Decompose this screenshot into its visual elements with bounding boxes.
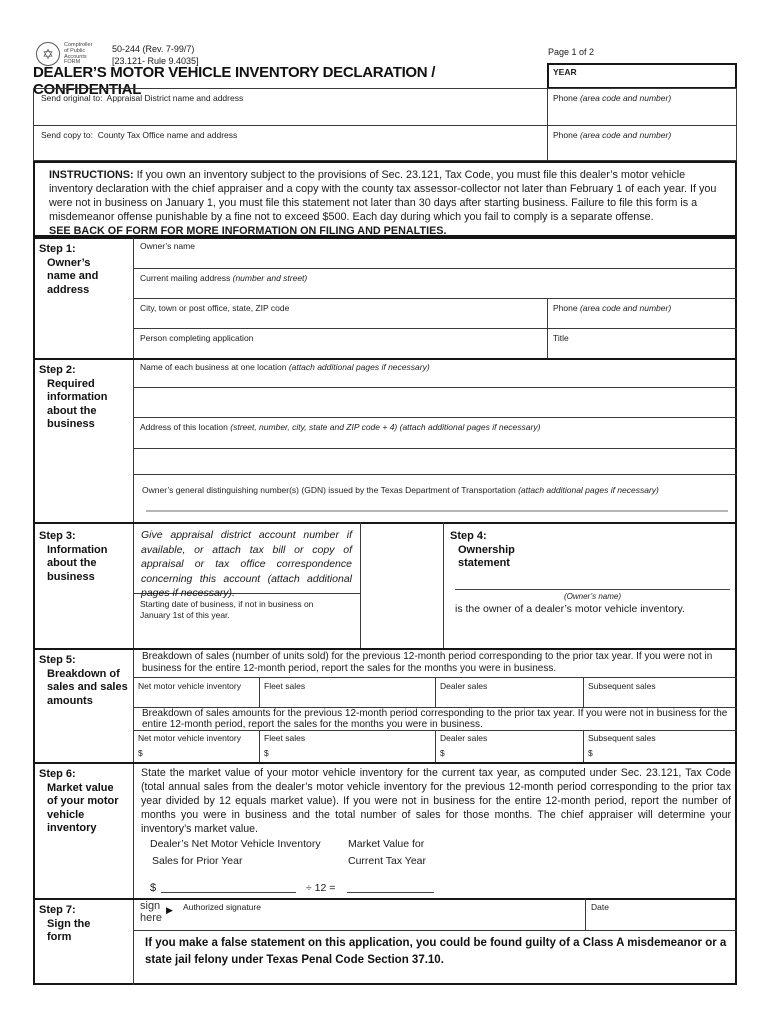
- step7-number: Step 7:: [39, 904, 76, 916]
- market-value-label-1: Market Value for: [348, 838, 425, 850]
- owner-name-signature-line[interactable]: [455, 589, 730, 590]
- divider: [33, 125, 737, 126]
- ownership-statement: is the owner of a dealer’s motor vehicle inventory.: [455, 603, 685, 615]
- step-divider: [33, 522, 737, 524]
- form-title: DEALER’S MOTOR VEHICLE INVENTORY DECLARATION / CONFIDENTIAL: [33, 64, 436, 98]
- market-value-label-2: Current Tax Year: [348, 855, 427, 867]
- account-number-field[interactable]: [141, 528, 352, 601]
- instructions-lead: INSTRUCTIONS:: [49, 169, 134, 181]
- business-name-label: Name of each business at one location: [140, 362, 289, 372]
- divider: [547, 88, 548, 161]
- step6-number: Step 6:: [39, 768, 76, 780]
- mailing-address-label: Current mailing address: [140, 273, 233, 283]
- step2-name: Required information about the business: [47, 377, 108, 430]
- instructions-block: [33, 161, 737, 237]
- step4-label: [450, 530, 538, 571]
- step-label-column-divider: [133, 237, 134, 985]
- net-sales-label-2: Sales for Prior Year: [152, 855, 243, 867]
- phone-hint: (area code and number): [579, 303, 672, 313]
- divider: [133, 930, 737, 931]
- phone-hint: (area code and number): [579, 93, 672, 103]
- agency-line: Accounts: [64, 53, 87, 60]
- market-value-line[interactable]: [347, 892, 434, 893]
- authorized-signature-field[interactable]: [183, 902, 261, 912]
- business-name-field[interactable]: [140, 362, 430, 372]
- units-heading: Breakdown of sales (number of units sold) for the previous 12-month period corresponding to the prior tax year. If you were not in business for the entire 12-month period, report the sales for the months you were in business.: [142, 651, 713, 674]
- city-state-zip-label: City, town or post office, state, ZIP code: [140, 303, 290, 313]
- form-number: 50-244 (Rev. 7-99/7): [112, 44, 195, 54]
- sign-here-callout: [140, 901, 162, 924]
- person-completing-label: Person completing application: [140, 333, 254, 343]
- location-address-label: Address of this location: [140, 422, 231, 432]
- step5-number: Step 5:: [39, 654, 76, 666]
- step-divider: [33, 762, 737, 764]
- units-net-inventory-field[interactable]: [138, 681, 241, 691]
- column-label: Dealer sales: [440, 733, 488, 743]
- date-label: Date: [591, 902, 609, 912]
- false-statement-warning: If you make a false statement on this application, you could be found guilty of a Class A misdemeanor or a state jail felony under Texas Penal Code Section 37.10.: [145, 937, 727, 966]
- gdn-field[interactable]: [142, 485, 728, 495]
- date-field[interactable]: [591, 902, 609, 912]
- step-divider: [33, 898, 737, 900]
- phone-hint: (area code and number): [579, 130, 672, 140]
- rule-number: [23.121- Rule 9.4035]: [112, 55, 199, 66]
- authorized-signature-label: Authorized signature: [183, 902, 261, 912]
- divider: [133, 417, 737, 418]
- dollar-sign: $: [440, 748, 445, 758]
- divider: [360, 522, 361, 648]
- divider: [133, 298, 737, 299]
- send-copy-field[interactable]: [41, 130, 237, 140]
- units-subsequent-sales-field[interactable]: [588, 681, 656, 691]
- divider: [133, 387, 737, 388]
- step4-number: Step 4:: [450, 530, 487, 542]
- send-original-label: Send original to: Appraisal District name and address: [41, 93, 244, 103]
- divider: [259, 730, 260, 762]
- instructions-text: [35, 163, 735, 238]
- location-address-field[interactable]: [140, 422, 540, 432]
- send-original-field[interactable]: [41, 93, 243, 103]
- sign-here-arrow-icon: ▶: [166, 905, 173, 915]
- amounts-dealer-sales-field[interactable]: [440, 733, 487, 743]
- amounts-fleet-sales-field[interactable]: [264, 733, 305, 743]
- divide-by-12: ÷ 12 =: [306, 882, 336, 894]
- step6-label: [39, 768, 135, 836]
- step5-label: [39, 654, 135, 708]
- gdn-write-line[interactable]: [146, 510, 728, 512]
- instructions-see-back: SEE BACK OF FORM FOR MORE INFORMATION ON FILING AND PENALTIES.: [49, 225, 447, 237]
- step5-name: Breakdown of sales and sales amounts: [47, 667, 128, 707]
- dollar-sign: $: [150, 882, 157, 894]
- column-label: Fleet sales: [264, 733, 306, 743]
- divider: [259, 677, 260, 707]
- divider: [443, 522, 444, 648]
- column-label: Net motor vehicle inventory: [138, 681, 241, 691]
- units-dealer-sales-field[interactable]: [440, 681, 487, 691]
- step2-label: [39, 364, 131, 432]
- owner-name-hint: (Owner’s name): [563, 592, 622, 601]
- column-label: Subsequent sales: [588, 681, 656, 691]
- starting-date-field[interactable]: [140, 599, 340, 621]
- divider: [435, 677, 436, 707]
- divider: [133, 328, 737, 329]
- column-label: Net motor vehicle inventory: [138, 733, 241, 743]
- step1-number: Step 1:: [39, 243, 76, 255]
- gdn-label: Owner’s general distinguishing number(s) (GDN) issued by the Texas Department of Transportation: [142, 485, 519, 495]
- phone-label: Phone: [553, 130, 580, 140]
- step7-label: [39, 904, 131, 945]
- year-field[interactable]: [547, 63, 737, 89]
- step2-number: Step 2:: [39, 364, 76, 376]
- step3-label: [39, 530, 131, 584]
- step-divider: [33, 648, 737, 650]
- net-sales-label-1: Dealer’s Net Motor Vehicle Inventory: [150, 838, 321, 850]
- step4-name: Ownership statement: [458, 543, 515, 569]
- step1-name: Owner’s name and address: [47, 256, 99, 296]
- step3-number: Step 3:: [39, 530, 76, 542]
- amounts-net-inventory-field[interactable]: [138, 733, 241, 743]
- divider: [547, 298, 548, 358]
- amounts-heading: Breakdown of sales amounts for the previous 12-month period corresponding to the prior tax year. If you were not in business for the entire 12-month period, report the sales for the months you were in business.: [142, 708, 728, 730]
- column-label: Fleet sales: [264, 681, 306, 691]
- page-indicator: Page 1 of 2: [548, 47, 595, 57]
- step1-label: [39, 243, 129, 297]
- sign-here-text: sign: [140, 900, 161, 912]
- location-address-hint: (street, number, city, state and ZIP code + 4) (attach additional pages if necessary): [230, 422, 541, 432]
- gdn-hint: (attach additional pages if necessary): [518, 485, 659, 495]
- phone-label: Phone: [553, 93, 580, 103]
- divider: [583, 730, 584, 762]
- divider: [583, 677, 584, 707]
- owner-name-field[interactable]: [140, 241, 195, 251]
- step7-name: Sign the form: [47, 917, 91, 943]
- phone-field-original[interactable]: [553, 93, 671, 103]
- phone-label: Phone: [553, 303, 580, 313]
- phone-field-copy[interactable]: [553, 130, 671, 140]
- agency-line: of Public: [64, 47, 86, 54]
- agency-line: FORM: [64, 59, 81, 66]
- step6-name: Market value of your motor vehicle inventory: [47, 781, 119, 834]
- divider: [133, 474, 737, 475]
- person-completing-field[interactable]: [140, 333, 253, 343]
- title-field[interactable]: [553, 333, 569, 343]
- divider: [435, 730, 436, 762]
- agency-line: Comptroller: [64, 42, 93, 48]
- step-divider: [33, 358, 737, 360]
- mailing-address-hint: (number and street): [232, 273, 308, 283]
- dollar-sign: $: [588, 748, 593, 758]
- year-label: YEAR: [553, 67, 577, 77]
- comptroller-seal-icon: ✡: [36, 42, 60, 66]
- agency-name: [64, 43, 110, 66]
- prior-year-sales-line[interactable]: [161, 892, 296, 893]
- starting-date-label: Starting date of business, if not in business on January 1st of this year.: [140, 599, 314, 620]
- sign-here-text: here: [140, 911, 163, 924]
- attach-hint: (attach additional pages if necessary): [288, 362, 430, 372]
- phone-field-owner[interactable]: [553, 303, 671, 313]
- column-label: Dealer sales: [440, 681, 488, 691]
- step6-body: State the market value of your motor vehicle inventory for the current tax year, as computed under Sec. 23.121, Tax Code (total annual sales from the dealer’s motor vehicle inventory for the previous 12-month period corresponding to the prior tax year divided by 12 equals market value). If you were not in business for the entire 12-month period, report the number of months you were in business and the total number of sales for those months. The chief appraiser will determine your inventory’s market value.: [141, 767, 731, 835]
- dollar-sign: $: [138, 748, 143, 758]
- city-state-zip-field[interactable]: [140, 303, 289, 313]
- divider: [585, 898, 586, 930]
- amounts-subsequent-sales-field[interactable]: [588, 733, 656, 743]
- divider: [133, 448, 737, 449]
- send-copy-label: Send copy to: County Tax Office name and address: [41, 130, 238, 140]
- owner-name-label: Owner’s name: [140, 241, 195, 251]
- mailing-address-field[interactable]: [140, 273, 307, 283]
- units-fleet-sales-field[interactable]: [264, 681, 305, 691]
- dollar-sign: $: [264, 748, 269, 758]
- step3-name: Information about the business: [47, 543, 108, 583]
- divider: [133, 268, 737, 269]
- column-label: Subsequent sales: [588, 733, 656, 743]
- instructions-body: If you own an inventory subject to the provisions of Sec. 23.121, Tax Code, you must file this dealer’s motor vehicle inventory declaration with the chief appraiser and a copy with the county tax assessor-collector not later than February 1 of each year. If you were not in business on January 1, you must file this statement not later than 30 days after starting business. Failure to file this form is a misdemeanor offense punishable by a fine not to exceed $500. Each day during which you fail to comply is a separate offense.: [49, 169, 717, 223]
- account-number-note: Give appraisal district account number if available, or attach tax bill or copy of appraisal or tax office correspondence concerning this account (attach additional pages if necessary).: [141, 529, 352, 599]
- title-label: Title: [553, 333, 569, 343]
